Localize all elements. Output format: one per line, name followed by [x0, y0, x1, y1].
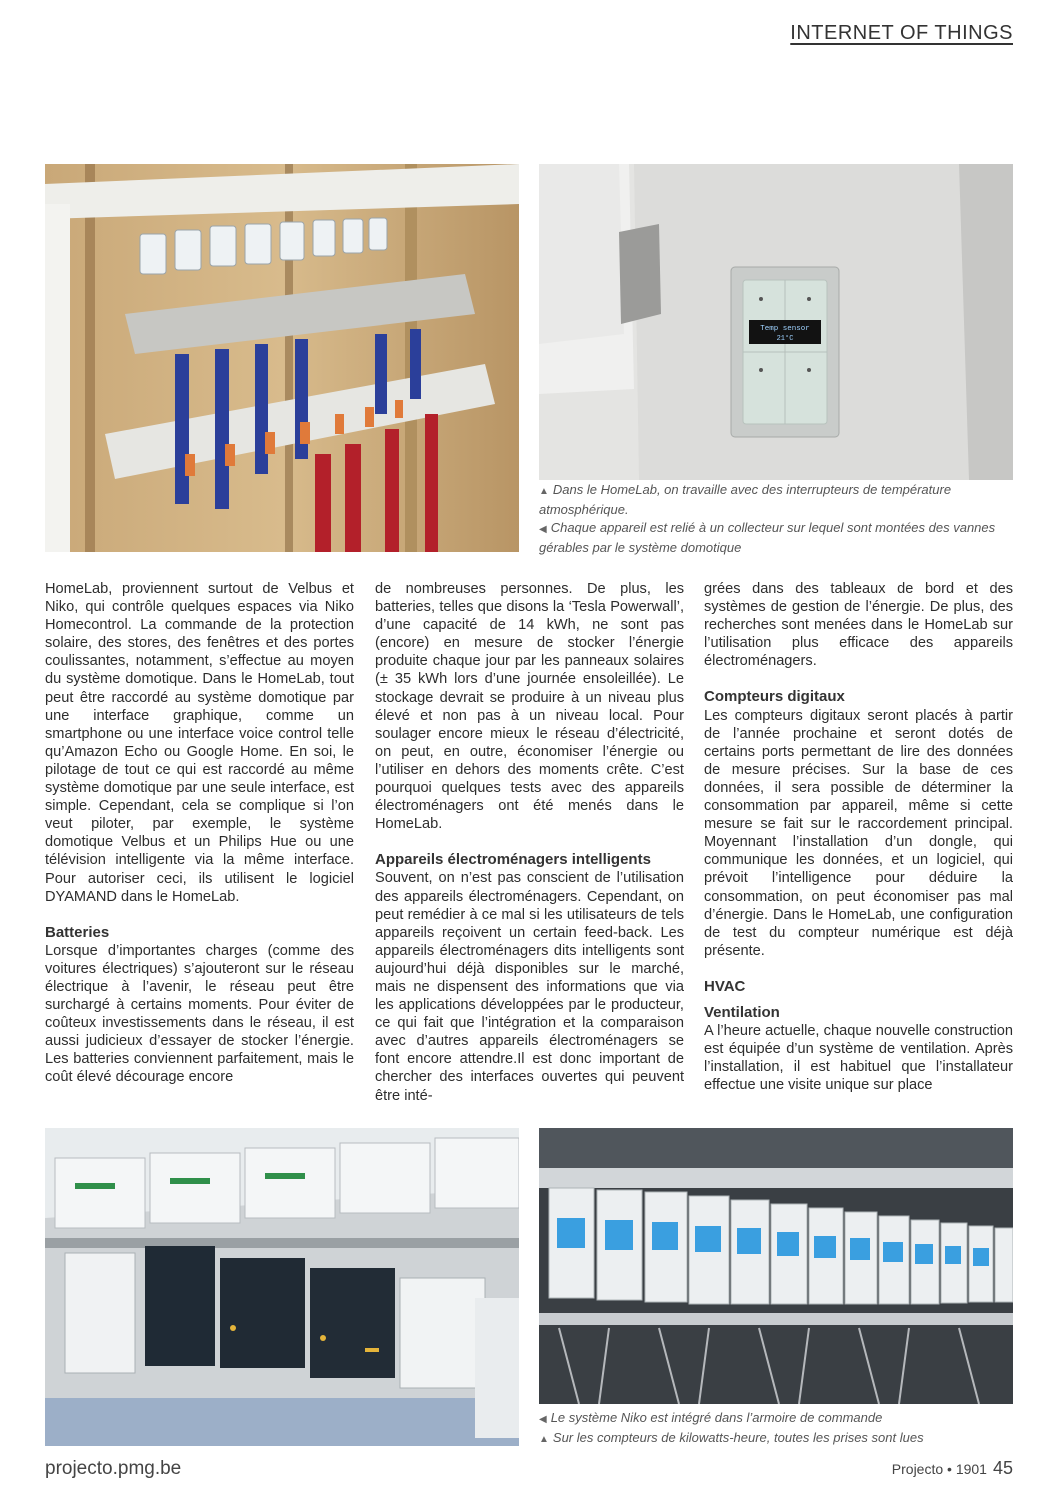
switch-display-line1: Temp sensor — [760, 325, 810, 333]
paragraph: grées dans des tableaux de bord et des systèmes de gestion de l’énergie. De plus, des recherches sont menées dans le HomeLab sur l’utilisation plus efficace des appareils électroménagers. — [704, 581, 1013, 670]
photo-temperature-switch — [539, 164, 1013, 480]
article-column-2 — [375, 580, 684, 1106]
magazine-issue: Projecto • 1901 — [891, 1461, 987, 1477]
footer-issue — [892, 1458, 1013, 1479]
arrow-up-icon: ▲ — [539, 486, 549, 497]
caption-bottom-line2: Sur les compteurs de kilowatts-heure, toutes les prises sont lues — [552, 1430, 924, 1445]
paragraph: Lorsque d’importantes charges (comme des voitures électriques) s’ajouteront sur le réseau électrique à l’avenir, le réseau peut être surchargé à certains moments. Pour éviter de coûteux investissements dans le réseau, il est aussi judicieux d’essayer de stocker l’énergie. Les batteries conviennent parfaitement, mais le coût élevé décourage encore — [45, 942, 354, 1086]
heading-compteurs: Compteurs digitaux — [704, 688, 845, 706]
heading-hvac: HVAC — [704, 977, 746, 995]
article-column-3 — [704, 580, 1013, 1106]
photo-heating-manifold — [45, 164, 519, 552]
photo-niko-control-cabinet — [45, 1128, 519, 1446]
arrow-left-icon: ◀ — [539, 1414, 547, 1425]
paragraph: de nombreuses personnes. De plus, les batteries, telles que disons la ‘Tesla Powerwall’, d’une capacité de 14 kWh, ne sont pas (encore) en mesure de stocker l’énergie produite chaque jour par les panneaux solaires (± 35 kWh lors d’une journée ensoleillée). Le stockage devrait se produire à un niveau plus élevé et non pas à un niveau local. Pour soulager encore mieux le réseau d’électricité, on peut, en outre, économiser l’énergie ou l’utiliser en dehors des moments crête. C’est pourquoi quelques tests avec des appareils électroménagers ont été menés dans le HomeLab. — [375, 581, 684, 833]
paragraph: Souvent, on n’est pas conscient de l’utilisation des appareils électroménagers. Cependant, on peut remédier à ce mal si les utilisateurs de tels appareils reçoivent un certain feed-back. Les appareils électroménagers dits intelligents sont aujourd’hui déjà disponibles sur le marché, mais ne dispensent des informations que via les applications développées par le producteur, ce qui fait que l’intégration et la comparaison avec d’autres appareils électroménagers se font encore attendre.Il est donc important de chercher des interfaces ouvertes qui peuvent être inté- — [375, 870, 684, 1104]
caption-bottom — [539, 1409, 1013, 1449]
caption-bottom-line1: Le système Niko est intégré dans l’armoire de commande — [550, 1410, 883, 1425]
paragraph: A l’heure actuelle, chaque nouvelle construction est équipée d’un système de ventilation. Après l’installation, il est habituel que l’installateur effectue une visite unique sur place — [704, 1023, 1013, 1094]
photo-kwh-meters — [539, 1128, 1013, 1404]
switch-display-line2: 21°C — [776, 335, 794, 343]
arrow-up-icon: ▲ — [539, 1434, 549, 1445]
paragraph: HomeLab, proviennent surtout de Velbus et Niko, qui contrôle quelques espaces via Niko Homecontrol. La commande de la protection solaire, des stores, des fenêtres et des portes coulissantes, notamment, s’effectue au moyen du système domotique. Dans le HomeLab, tout peut être raccordé au système domotique par une interface graphique, comme un smartphone ou une interface voice control telle qu’Amazon Echo ou Google Home. En soi, le pilotage de tout ce qui est raccordé au même système domotique par une seule interface, est simple. Cependant, cela se complique si l’on veut piloter, par exemple, le système domotique Velbus et un Philips Hue ou une télévision intelligente via la même interface. Pour autoriser ceci, ils utilisent le logiciel DYAMAND dans le HomeLab. — [45, 581, 354, 905]
caption-top-line1: Dans le HomeLab, on travaille avec des interrupteurs de température atmosphérique. — [539, 482, 952, 517]
page-number: 45 — [992, 1458, 1013, 1478]
caption-top — [539, 481, 1013, 557]
footer-url[interactable]: projecto.pmg.be — [45, 1458, 182, 1479]
article-column-1 — [45, 580, 354, 1106]
paragraph: Les compteurs digitaux seront placés à partir de l’année prochaine et seront dotés de certains ports permettant de lire des données de mesure précises. Sur la base de ces données, il sera possible de déterminer la consommation par appareil, même si cette mesure se fait sur le raccordement principal. Moyennant l’installation d’un dongle, qui communique les données, et un logiciel, qui prévoit l’intelligence pour déduire la consommation, on peut économiser pas mal d’énergie. Dans le HomeLab, une configuration de test du compteur numérique est déjà présente. — [704, 707, 1013, 959]
heading-appareils: Appareils électroménagers intelligents — [375, 851, 651, 869]
heading-ventilation: Ventilation — [704, 1003, 780, 1021]
heading-batteries: Batteries — [45, 923, 110, 941]
arrow-left-icon: ◀ — [539, 524, 547, 535]
section-label: INTERNET OF THINGS — [790, 22, 1013, 44]
caption-top-line2: Chaque appareil est relié à un collecteur sur lequel sont montées des vannes gérables par le système domotique — [539, 520, 996, 555]
